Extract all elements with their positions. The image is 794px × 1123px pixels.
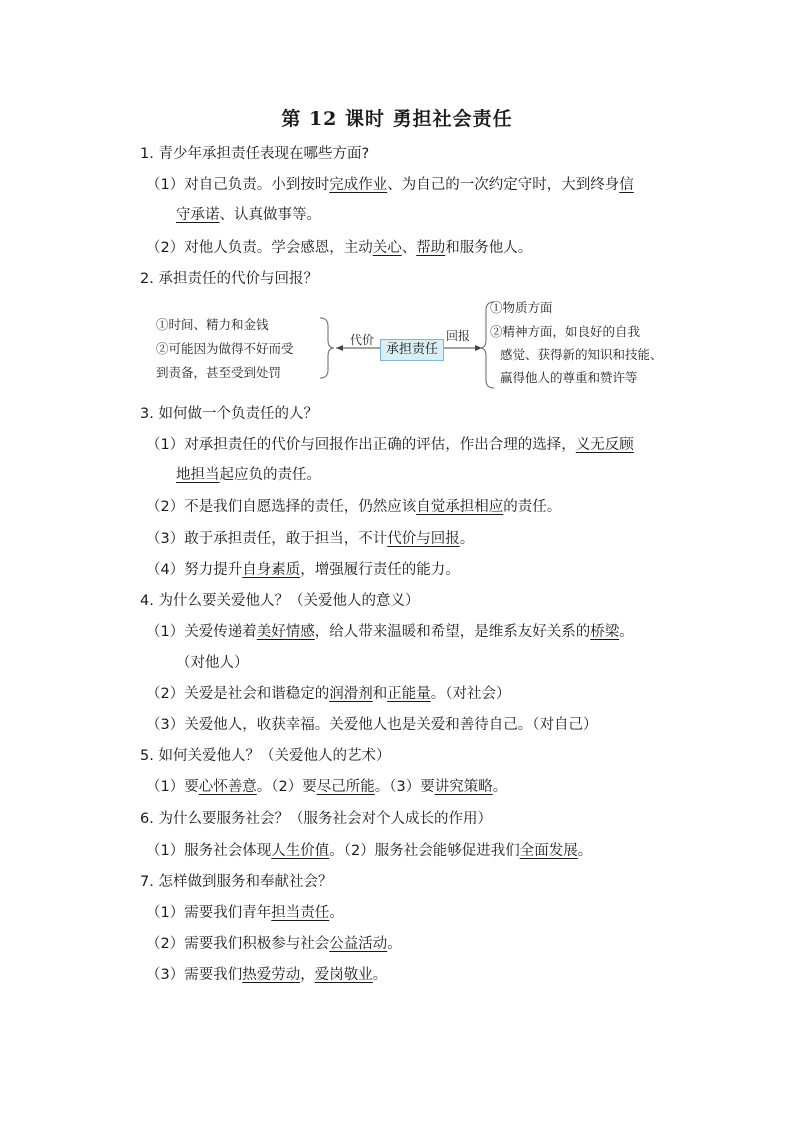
q7-answer-2: （2）需要我们积极参与社会公益活动。: [146, 936, 402, 952]
q4-answer-1-line-1: （1）关爱传递着美好情感，给人带来温暖和希望，是维系友好关系的桥梁。: [146, 624, 634, 640]
question-4: 4. 为什么要关爱他人？（关爱他人的意义）: [140, 593, 420, 609]
q3-answer-2: （2）不是我们自愿选择的责任，仍然应该自觉承担相应的责任。: [146, 499, 562, 515]
q4-answer-2: （2）关爱是社会和谐稳定的润滑剂和正能量。（对社会）: [146, 686, 511, 702]
key-term: 热爱劳动: [242, 967, 301, 983]
question-3: 3. 如何做一个负责任的人？: [140, 406, 318, 422]
q7-answer-3: （3）需要我们热爱劳动，爱岗敬业。: [146, 967, 388, 983]
cost-arrow-head: [336, 345, 343, 351]
key-term: 自身素质: [242, 562, 301, 578]
key-term: 义无反顾: [575, 437, 634, 453]
cost-item-2-cont: 到责备，甚至受到处罚: [156, 365, 282, 380]
q4-answer-1-line-2: （对他人）: [176, 655, 249, 671]
key-term: 桥梁: [590, 624, 620, 640]
question-6: 6. 为什么要服务社会？（服务社会对个人成长的作用）: [140, 811, 492, 827]
key-term: 代价与回报: [387, 531, 460, 547]
page-title: 第 12 课时 勇担社会责任: [281, 108, 513, 130]
key-term: 正能量: [387, 686, 431, 702]
key-term: 完成作业: [329, 177, 388, 193]
key-term: 帮助: [416, 240, 446, 256]
center-node: 承担责任: [380, 339, 444, 361]
reward-item-2-cont-2: 赢得他人的尊重和赞许等: [500, 370, 638, 385]
key-term: 爱岗敬业: [314, 967, 373, 983]
cost-item-2: ②可能因为做得不好而受: [156, 341, 294, 356]
key-term: 尽己所能: [316, 779, 375, 795]
q1-answer-1-line-2: 守承诺、认真做事等。: [176, 207, 321, 223]
q5-answer-1: （1）要心怀善意。（2）要尽己所能。（3）要讲究策略。: [146, 779, 508, 795]
reward-label: 回报: [446, 329, 471, 343]
key-term: 全面发展: [519, 843, 578, 859]
left-brace: [320, 318, 334, 378]
q1-answer-2: （2）对他人负责。学会感恩，主动关心、帮助和服务他人。: [146, 240, 533, 256]
reward-item-1: ①物质方面: [490, 300, 553, 315]
question-2: 2. 承担责任的代价与回报？: [140, 271, 318, 287]
key-term: 公益活动: [329, 936, 388, 952]
reward-item-2-cont-1: 感觉、获得新的知识和技能、: [500, 347, 663, 362]
reward-item-2: ②精神方面，如良好的自我: [490, 324, 641, 339]
key-term: 信: [619, 177, 634, 193]
q7-answer-1: （1）需要我们青年担当责任。: [146, 905, 344, 921]
q3-answer-1-line-2: 地担当起应负的责任。: [176, 467, 321, 483]
key-term: 心怀善意: [198, 779, 257, 795]
key-term: 地担当: [176, 467, 220, 483]
question-7: 7. 怎样做到服务和奉献社会？: [140, 874, 333, 890]
key-term: 人生价值: [271, 843, 330, 859]
key-term: 关心: [372, 240, 402, 256]
cost-reward-diagram: [140, 296, 680, 396]
question-1: 1. 青少年承担责任表现在哪些方面?: [140, 146, 370, 162]
key-term: 讲究策略: [434, 779, 493, 795]
q3-answer-4: （4）努力提升自身素质，增强履行责任的能力。: [146, 562, 460, 578]
key-term: 担当责任: [271, 905, 330, 921]
question-5: 5. 如何关爱他人？（关爱他人的艺术）: [140, 748, 391, 764]
q3-answer-3: （3）敢于承担责任，敢于担当，不计代价与回报。: [146, 531, 475, 547]
q1-answer-1-line-1: （1）对自己负责。小到按时完成作业、为自己的一次约定守时，大到终身信: [146, 177, 634, 193]
key-term: 润滑剂: [329, 686, 373, 702]
cost-item-1: ①时间、精力和金钱: [156, 317, 269, 332]
key-term: 美好情感: [256, 624, 315, 640]
q3-answer-1-line-1: （1）对承担责任的代价与回报作出正确的评估，作出合理的选择，义无反顾: [146, 437, 634, 453]
q4-answer-3: （3）关爱他人，收获幸福。关爱他人也是关爱和善待自己。（对自己）: [146, 717, 598, 733]
key-term: 守承诺: [176, 207, 220, 223]
q6-answer-1: （1）服务社会体现人生价值。（2）服务社会能够促进我们全面发展。: [146, 843, 593, 859]
cost-label: 代价: [350, 333, 375, 347]
key-term: 自觉承担相应: [416, 499, 504, 515]
